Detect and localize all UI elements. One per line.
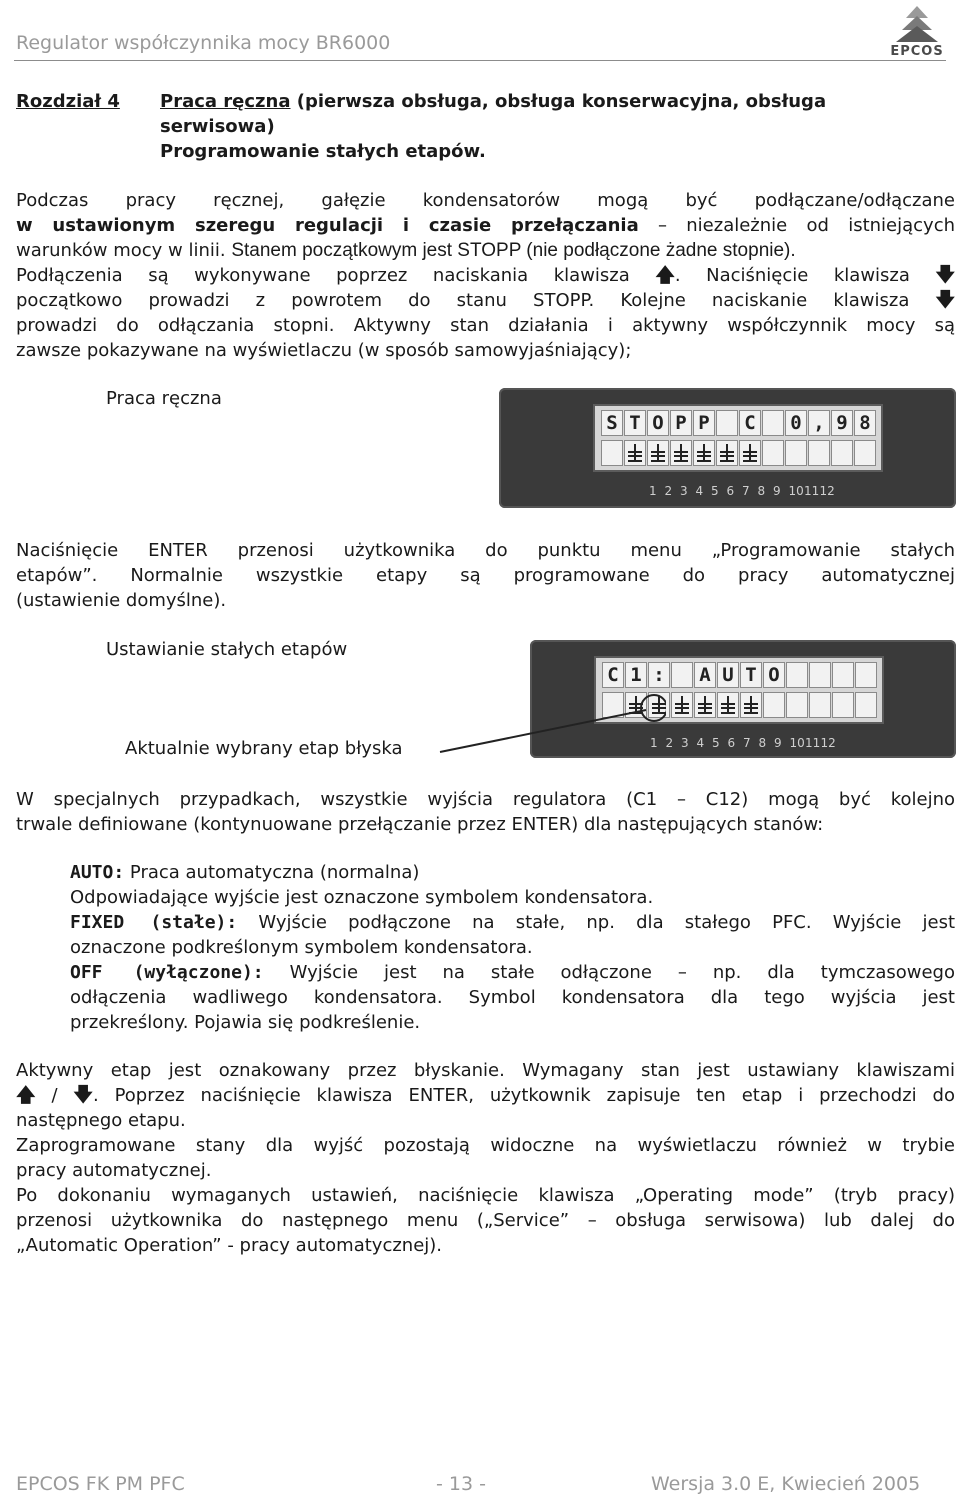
- step-number-label: 2: [665, 736, 674, 750]
- up-arrow-icon: 🡅: [655, 264, 675, 286]
- state-off: OFF (wyłączone): Wyjście jest na stałe odłączone – np. dla tymczasowego: [70, 962, 955, 983]
- lcd-capacitor-cell: [762, 440, 784, 466]
- step-number-label: 5: [711, 484, 719, 498]
- step-number-label: 12: [820, 736, 836, 750]
- lcd-char-cell: [855, 662, 877, 688]
- step-number-label: 1: [650, 736, 658, 750]
- step-number-label: 5: [712, 736, 720, 750]
- lcd-char-cell: T: [624, 410, 646, 436]
- step-number-label: 11: [805, 736, 821, 750]
- step-number-label: 3: [680, 484, 688, 498]
- lcd-capacitor-cell: [740, 692, 762, 718]
- chapter-label: Rozdział 4: [16, 91, 120, 112]
- lcd-capacitor-cell: [855, 692, 877, 718]
- lcd-char-cell: 1: [625, 662, 647, 688]
- lcd1-screen: [593, 404, 883, 472]
- epcos-logo: [884, 4, 950, 60]
- step-number-label: 10: [789, 736, 805, 750]
- active-step-paragraph: [16, 1058, 955, 1258]
- epcos-logo-icon: [884, 4, 950, 46]
- lcd-capacitor-cell: [624, 440, 646, 466]
- para3-line1: W specjalnych przypadkach, wszystkie wyjścia regulatora (C1 – C12) mogą być kolejno: [16, 789, 955, 810]
- lcd-capacitor-cell: [716, 440, 738, 466]
- lcd-capacitor-cell: [601, 440, 623, 466]
- lcd2-callout: Aktualnie wybrany etap błyska: [125, 738, 403, 759]
- footer-version: Wersja 3.0 E, Kwiecień 2005: [651, 1473, 921, 1495]
- lcd-char-cell: P: [670, 410, 692, 436]
- para4-line1: Aktywny etap jest oznakowany przez błyskanie. Wymagany stan jest ustawiany klawiszami: [16, 1060, 955, 1081]
- para2-line1: Naciśnięcie ENTER przenosi użytkownika do punktu menu „Programowanie stałych: [16, 540, 955, 561]
- step-number-label: 6: [727, 736, 736, 750]
- state-fixed: FIXED (stałe): Wyjście podłączone na stałe, np. dla stałego PFC. Wyjście jest: [70, 912, 955, 933]
- step-number-label: 1: [649, 484, 657, 498]
- down-arrow-icon: 🡇: [73, 1084, 93, 1106]
- down-arrow-icon: 🡇: [935, 264, 955, 286]
- intro-paragraph: [16, 188, 955, 363]
- para1-line3: warunków mocy w linii. Stanem początkowym jest STOPP (nie podłączone żadne stopnie).: [16, 240, 796, 261]
- capacitor-icon: [673, 444, 689, 462]
- chapter-title-line2: serwisowa): [160, 116, 275, 137]
- step-number-label: 2: [664, 484, 673, 498]
- step-number-label: 11: [804, 484, 820, 498]
- lcd-char-cell: P: [693, 410, 715, 436]
- step-number-label: 4: [695, 484, 704, 498]
- para3-line2: trwale definiowane (kontynuowane przełączanie przez ENTER) dla następujących stanów:: [16, 814, 824, 835]
- capacitor-icon: [743, 696, 759, 714]
- lcd-char-cell: O: [647, 410, 669, 436]
- footer-page-number: - 13 -: [436, 1473, 486, 1495]
- para1-line6: prowadzi do odłączania stopni. Aktywny stan działania i aktywny współczynnik mocy są: [16, 315, 955, 336]
- lcd-char-cell: [716, 410, 738, 436]
- lcd-capacitor-cell: [717, 692, 739, 718]
- para4-line2: 🡅 / 🡇. Poprzez naciśnięcie klawisza ENTER, użytkownik zapisuje ten etap i przechodzi do: [16, 1084, 955, 1106]
- lcd-capacitor-cell: [693, 440, 715, 466]
- step-number-label: 8: [758, 736, 767, 750]
- lcd-char-cell: C: [739, 410, 761, 436]
- step-number-label: 6: [726, 484, 735, 498]
- lcd-char-cell: T: [740, 662, 762, 688]
- state-fixed-desc: oznaczone podkreślonym symbolem kondensatora.: [70, 937, 533, 958]
- capacitor-icon: [719, 444, 735, 462]
- para1-line7: zawsze pokazywane na wyświetlaczu (w sposób samowyjaśniający);: [16, 340, 632, 361]
- lcd-capacitor-cell: [854, 440, 876, 466]
- lcd-capacitor-cell: [694, 692, 716, 718]
- lcd-char-cell: C: [602, 662, 624, 688]
- step-number-label: 7: [742, 484, 750, 498]
- step-number-label: 9: [774, 736, 782, 750]
- lcd-capacitor-cell: [786, 692, 808, 718]
- logo-text: EPCOS: [890, 44, 944, 59]
- lcd-capacitor-cell: [808, 440, 830, 466]
- lcd-capacitor-cell: [763, 692, 785, 718]
- para4-line7: przenosi użytkownika do następnego menu („Service” – obsługa serwisowa) lub dalej do: [16, 1210, 955, 1231]
- lcd-char-cell: 8: [854, 410, 876, 436]
- para2-line2: etapów”. Normalnie wszystkie etapy są programowane do pracy automatycznej: [16, 565, 955, 586]
- state-auto-desc: Odpowiadające wyjście jest oznaczone symbolem kondensatora.: [70, 887, 654, 908]
- lcd-capacitor-cell: [647, 440, 669, 466]
- para1-line2: w ustawionym szeregu regulacji i czasie przełączania – niezależnie od istniejących: [16, 215, 955, 236]
- capacitor-icon: [696, 444, 712, 462]
- state-auto: AUTO: Praca automatyczna (normalna): [70, 862, 420, 883]
- lcd-char-cell: 9: [831, 410, 853, 436]
- lcd-capacitor-cell: [831, 440, 853, 466]
- chapter-title-line3: Programowanie stałych etapów.: [160, 141, 486, 162]
- lcd-capacitor-cell: [671, 692, 693, 718]
- para1-line5: początkowo prowadzi z powrotem do stanu STOPP. Kolejne naciskanie klawisza 🡇: [16, 289, 955, 311]
- lcd-capacitor-cell: [670, 440, 692, 466]
- callout-pointer: [436, 688, 666, 760]
- lcd2-caption: Ustawianie stałych etapów: [106, 639, 348, 660]
- capacitor-icon: [674, 696, 690, 714]
- para4-line6: Po dokonaniu wymaganych ustawień, naciśnięcie klawisza „Operating mode” (tryb pracy): [16, 1185, 955, 1206]
- para4-line5: pracy automatycznej.: [16, 1160, 212, 1181]
- states-list: [70, 860, 955, 1035]
- step-number-label: 3: [681, 736, 689, 750]
- lcd-capacitor-cell: [832, 692, 854, 718]
- chapter-title-rest: (pierwsza obsługa, obsługa konserwacyjna, obsługa: [290, 91, 827, 112]
- lcd-char-cell: :: [648, 662, 670, 688]
- lcd-capacitor-cell: [809, 692, 831, 718]
- lcd-char-cell: ,: [808, 410, 830, 436]
- special-cases-paragraph: [16, 787, 955, 837]
- lcd-capacitor-cell: [739, 440, 761, 466]
- enter-paragraph: [16, 538, 955, 613]
- lcd-char-cell: O: [763, 662, 785, 688]
- capacitor-icon: [650, 444, 666, 462]
- para4-line8: „Automatic Operation” - pracy automatycznej).: [16, 1235, 443, 1256]
- step-number-label: 10: [788, 484, 804, 498]
- capacitor-icon: [627, 444, 643, 462]
- lcd-char-cell: [671, 662, 693, 688]
- lcd-display-manual: [499, 388, 956, 508]
- lcd1-caption: Praca ręczna: [106, 388, 222, 409]
- document-header-title: Regulator współczynnika mocy BR6000: [16, 32, 391, 54]
- lcd-char-cell: [786, 662, 808, 688]
- footer-left: EPCOS FK PM PFC: [16, 1473, 185, 1495]
- capacitor-icon: [720, 696, 736, 714]
- state-off-desc: odłączenia wadliwego kondensatora. Symbol kondensatora dla tego wyjścia jest: [70, 987, 955, 1008]
- header-divider: [14, 60, 946, 61]
- step-number-label: 4: [696, 736, 705, 750]
- para1-line1: Podczas pracy ręcznej, gałęzie kondensatorów mogą być podłączane/odłączane: [16, 190, 955, 211]
- lcd-char-cell: 0: [785, 410, 807, 436]
- state-off-desc2: przekreślony. Pojawia się podkreślenie.: [70, 1012, 421, 1033]
- para2-line3: (ustawienie domyślne).: [16, 590, 227, 611]
- lcd-char-cell: S: [601, 410, 623, 436]
- up-arrow-icon: 🡅: [16, 1084, 36, 1106]
- chapter-title-main: Praca ręczna: [160, 91, 291, 112]
- lcd-char-cell: [809, 662, 831, 688]
- step-number-label: 7: [743, 736, 751, 750]
- step-number-label: 8: [757, 484, 766, 498]
- capacitor-icon: [697, 696, 713, 714]
- lcd-char-cell: A: [694, 662, 716, 688]
- lcd-char-cell: [762, 410, 784, 436]
- para4-line3: następnego etapu.: [16, 1110, 186, 1131]
- step-number-label: 12: [819, 484, 835, 498]
- lcd-char-cell: [832, 662, 854, 688]
- step-number-label: 9: [773, 484, 781, 498]
- down-arrow-icon: 🡇: [935, 289, 955, 311]
- para1-line4: Podłączenia są wykonywane poprzez naciskania klawisza 🡅. Naciśnięcie klawisza 🡇: [16, 264, 955, 286]
- lcd-char-cell: U: [717, 662, 739, 688]
- para4-line4: Zaprogramowane stany dla wyjść pozostają widoczne na wyświetlaczu również w trybie: [16, 1135, 955, 1156]
- capacitor-icon: [742, 444, 758, 462]
- lcd-capacitor-cell: [785, 440, 807, 466]
- chapter-title: [160, 89, 955, 164]
